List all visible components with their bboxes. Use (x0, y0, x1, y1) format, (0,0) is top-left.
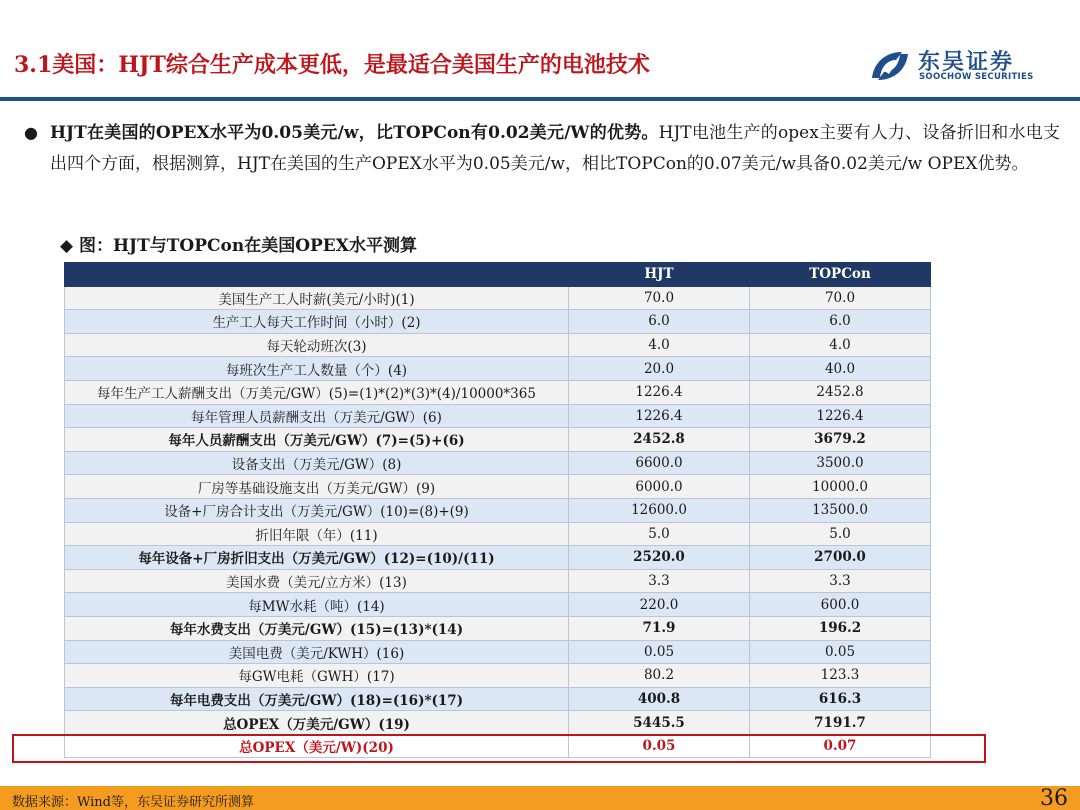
row-label: 生产工人每天工作时间（小时）(2) (65, 310, 569, 334)
header-cell-hjt: HJT (569, 263, 750, 287)
topcon-value: 1226.4 (750, 404, 931, 428)
data-source: 数据来源：Wind等，东吴证券研究所测算 (12, 795, 254, 810)
topcon-value: 4.0 (750, 333, 931, 357)
row-label: 折旧年限（年）(11) (65, 522, 569, 546)
hjt-value: 71.9 (569, 616, 750, 640)
row-label: 美国生产工人时薪(美元/小时)(1) (65, 286, 569, 310)
topcon-value: 2452.8 (750, 380, 931, 404)
topcon-value: 616.3 (750, 687, 931, 711)
hjt-value: 20.0 (569, 357, 750, 381)
topcon-value: 3500.0 (750, 451, 931, 475)
figure-caption: ◆ 图：HJT与TOPCon在美国OPEX水平测算 (60, 236, 417, 256)
table-row (65, 522, 931, 546)
row-label: 每年生产工人薪酬支出（万美元/GW）(5)=(1)*(2)*(3)*(4)/10000*365 (65, 380, 569, 404)
row-label: 美国水费（美元/立方米）(13) (65, 569, 569, 593)
table-row-subtotal (65, 687, 931, 711)
table-row (65, 380, 931, 404)
table-row-subtotal (65, 546, 931, 570)
header-cell-topcon: TOPCon (750, 263, 931, 287)
row-label: 美国电费（美元/KWH）(16) (65, 640, 569, 664)
row-label: 每年电费支出（万美元/GW）(18)=(16)*(17) (65, 687, 569, 711)
soochow-logo-icon (868, 48, 912, 84)
hjt-value: 5.0 (569, 522, 750, 546)
table-row (65, 664, 931, 688)
row-label: 每年设备+厂房折旧支出（万美元/GW）(12)=(10)/(11) (65, 546, 569, 570)
topcon-value: 600.0 (750, 593, 931, 617)
hjt-value: 1226.4 (569, 404, 750, 428)
table-row (65, 569, 931, 593)
row-label: 设备支出（万美元/GW）(8) (65, 451, 569, 475)
company-logo (868, 46, 1048, 86)
slide-title: 3.1美国：HJT综合生产成本更低，是最适合美国生产的电池技术 (14, 52, 650, 78)
table-row (65, 475, 931, 499)
topcon-value: 3.3 (750, 569, 931, 593)
row-label: 每MW水耗（吨）(14) (65, 593, 569, 617)
row-label: 设备+厂房合计支出（万美元/GW）(10)=(8)+(9) (65, 498, 569, 522)
topcon-value: 6.0 (750, 310, 931, 334)
hjt-value: 2520.0 (569, 546, 750, 570)
hjt-value: 4.0 (569, 333, 750, 357)
row-label: 总OPEX（美元/W)(20) (65, 734, 569, 758)
row-label: 每年人员薪酬支出（万美元/GW）(7)=(5)+(6) (65, 428, 569, 452)
table-row (65, 404, 931, 428)
topcon-value: 123.3 (750, 664, 931, 688)
topcon-value: 10000.0 (750, 475, 931, 499)
logo-text-en: SOOCHOW SECURITIES (919, 72, 1034, 82)
hjt-value: 5445.5 (569, 711, 750, 735)
row-label: 每天轮动班次(3) (65, 333, 569, 357)
hjt-value: 220.0 (569, 593, 750, 617)
header-cell-label (65, 263, 569, 287)
hjt-value: 70.0 (569, 286, 750, 310)
row-label: 总OPEX（万美元/GW）(19) (65, 711, 569, 735)
hjt-value: 0.05 (569, 640, 750, 664)
hjt-value: 12600.0 (569, 498, 750, 522)
topcon-value: 2700.0 (750, 546, 931, 570)
table-row (65, 286, 931, 310)
table-row (65, 357, 931, 381)
table-row (65, 593, 931, 617)
hjt-value: 6.0 (569, 310, 750, 334)
row-label: 每GW电耗（GWH）(17) (65, 664, 569, 688)
topcon-value: 5.0 (750, 522, 931, 546)
table-row (65, 640, 931, 664)
slide-header (0, 0, 1080, 100)
topcon-value: 0.05 (750, 640, 931, 664)
logo-text-cn: 东吴证券 (918, 50, 1015, 75)
row-label: 每年水费支出（万美元/GW）(15)=(13)*(14) (65, 616, 569, 640)
table-row (65, 498, 931, 522)
topcon-value: 70.0 (750, 286, 931, 310)
row-label: 每年管理人员薪酬支出（万美元/GW）(6) (65, 404, 569, 428)
topcon-value: 13500.0 (750, 498, 931, 522)
bullet-body: HJT电池生产的opex主要有人力、设备折旧和水电支出四个方面，根据测算，HJT在美国的生产OPEX水平为0.05美元/w，相比TOPCon的0.07美元/w具备0.02美元/w OPEX优势。 (50, 123, 1060, 174)
table-row (65, 333, 931, 357)
topcon-value: 3679.2 (750, 428, 931, 452)
row-label: 厂房等基础设施支出（万美元/GW）(9) (65, 475, 569, 499)
hjt-value: 0.05 (569, 734, 750, 758)
table-header-row (65, 263, 931, 287)
highlight-box (12, 734, 986, 763)
topcon-value: 0.07 (750, 734, 931, 758)
topcon-value: 40.0 (750, 357, 931, 381)
row-label: 每班次生产工人数量（个）(4) (65, 357, 569, 381)
table-row (65, 310, 931, 334)
opex-table (64, 262, 931, 758)
hjt-value: 6600.0 (569, 451, 750, 475)
hjt-value: 6000.0 (569, 475, 750, 499)
bullet-bold-lead: HJT在美国的OPEX水平为0.05美元/w，比TOPCon有0.02美元/W的优势。 (50, 123, 659, 143)
topcon-value: 196.2 (750, 616, 931, 640)
table-row (65, 451, 931, 475)
table-row-total (65, 711, 931, 735)
bullet-icon: ● (24, 123, 38, 142)
hjt-value: 1226.4 (569, 380, 750, 404)
page-number: 36 (1040, 786, 1068, 810)
header-divider (0, 97, 1080, 101)
hjt-value: 3.3 (569, 569, 750, 593)
table-row-subtotal (65, 616, 931, 640)
hjt-value: 400.8 (569, 687, 750, 711)
hjt-value: 2452.8 (569, 428, 750, 452)
topcon-value: 7191.7 (750, 711, 931, 735)
hjt-value: 80.2 (569, 664, 750, 688)
bullet-paragraph (50, 118, 1060, 180)
table-row-subtotal (65, 428, 931, 452)
